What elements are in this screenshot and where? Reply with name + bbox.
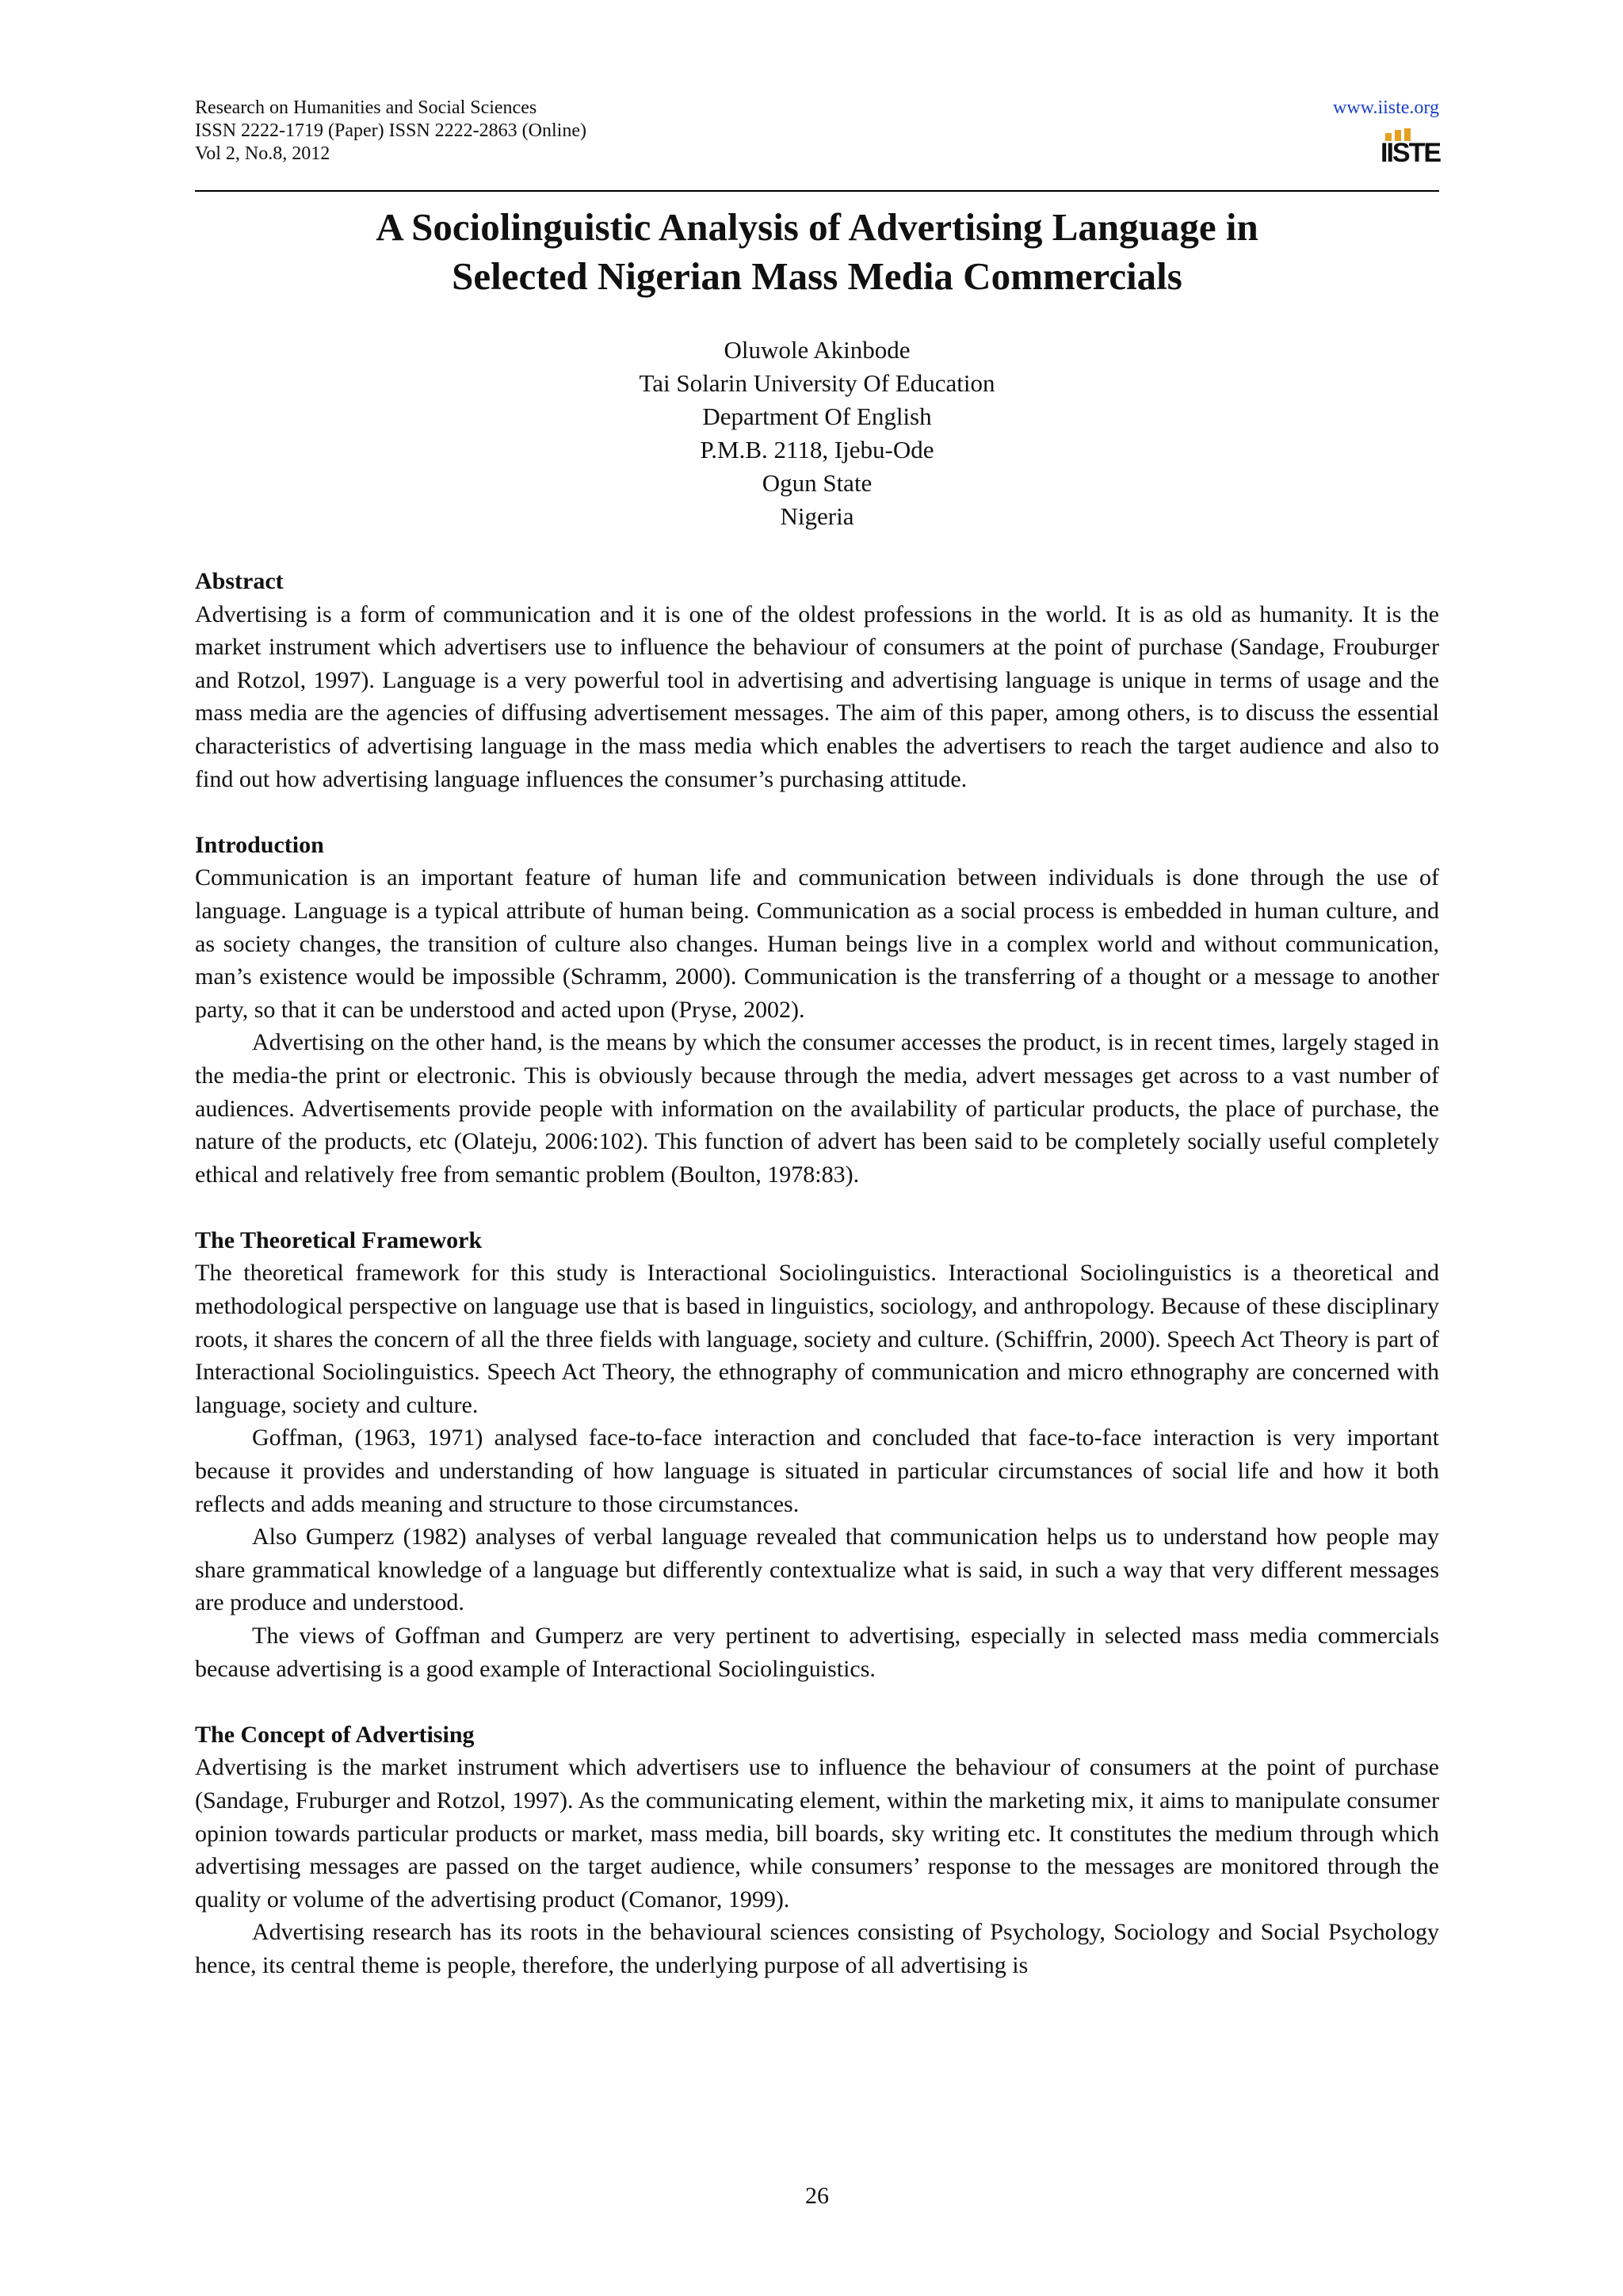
framework-paragraph-1: The theoretical framework for this study is Interactional Sociolinguistics. Interactional Sociolinguistics is a theoretical and methodological perspective on language use that is based in linguistics, sociology, and anthropology. Because of these disciplinary roots, it shares the concern of all the three fields with language, society and culture. (Schiffrin, 2000). Speech Act Theory is part of Interactional Sociolinguistics. Speech Act Theory, the ethnography of communication and micro ethnography are concerned with language, society and culture. — [195, 1260, 1439, 1418]
journal-issn: ISSN 2222-1719 (Paper) ISSN 2222-2863 (Online) — [195, 120, 586, 141]
introduction-paragraph-2: Advertising on the other hand, is the means by which the consumer accesses the product, is in recent times, largely staged in the media-the print or electronic. This is obviously because through the media, advert messages get across to a vast number of audiences. Advertisements provide people with information on the availability of particular products, the place of purchase, the nature of the products, etc (Olateju, 2006:102). This function of advert has been said to be completely socially useful completely ethical and relatively free from semantic problem (Boulton, 1978:83). — [195, 1029, 1439, 1188]
framework-paragraph-2: Goffman, (1963, 1971) analysed face-to-face interaction and concluded that face-to-face interaction is very important because it provides and understanding of how language is situated in particular circumstances of social life and how it both reflects and adds meaning and structure to those circumstances. — [195, 1425, 1439, 1517]
framework-paragraph-3: Also Gumperz (1982) analyses of verbal language revealed that communication helps us to understand how people may share grammatical knowledge of a language but differently contextualize what is said, in such a way that very different messages are produce and understood. — [195, 1524, 1439, 1616]
framework-heading: The Theoretical Framework — [195, 1226, 483, 1253]
concept-paragraph-2: Advertising research has its roots in the behavioural sciences consisting of Psychology, Sociology and Social Psychology hence, its central theme is people, therefore, the underlying purpose of all advertising is — [195, 1919, 1439, 1978]
journal-volume: Vol 2, No.8, 2012 — [195, 143, 330, 164]
header-divider — [195, 190, 1439, 192]
journal-info — [195, 97, 586, 166]
framework-section — [195, 1224, 1439, 1685]
journal-website — [1333, 97, 1439, 120]
paper-body — [195, 565, 1439, 1982]
journal-name: Research on Humanities and Social Sciences — [195, 97, 537, 118]
author-name: Oluwole Akinbode — [724, 336, 911, 364]
concept-heading: The Concept of Advertising — [195, 1721, 475, 1748]
author-institution: Tai Solarin University Of Education — [639, 369, 995, 397]
author-state: Ogun State — [762, 469, 873, 497]
concept-section — [195, 1718, 1439, 1982]
framework-paragraph-4: The views of Goffman and Gumperz are very pertinent to advertising, especially in selected mass media commercials because advertising is a good example of Interactional Sociolinguistics. — [195, 1623, 1439, 1682]
abstract-paragraph: Advertising is a form of communication and it is one of the oldest professions in the world. It is as old as humanity. It is the market instrument which advertisers use to influence the behaviour of consumers at the point of purchase (Sandage, Frouburger and Rotzol, 1997). Language is a very powerful tool in advertising and advertising language is unique in terms of usage and the mass media are the agencies of diffusing advertisement messages. The aim of this paper, among others, is to discuss the essential characteristics of advertising language in the mass media which enables the advertisers to reach the target audience and also to find out how advertising language influences the consumer’s purchasing attitude. — [195, 601, 1439, 792]
title-line-1: A Sociolinguistic Analysis of Advertising Language in — [376, 205, 1258, 249]
introduction-paragraph-1: Communication is an important feature of human life and communication between individuals is done through the use of language. Language is a typical attribute of human being. Communication as a social process is embedded in human culture, and as society changes, the transition of culture also changes. Human beings live in a complex world and without communication, man’s existence would be impossible (Schramm, 2000). Communication is the transferring of a thought or a message to another party, so that it can be understood and acted upon (Pryse, 2002). — [195, 864, 1439, 1023]
website-link[interactable]: www.iiste.org — [1333, 97, 1439, 118]
introduction-heading: Introduction — [195, 831, 324, 858]
author-department: Department Of English — [702, 402, 932, 430]
paper-page — [195, 0, 1439, 2296]
abstract-heading: Abstract — [195, 568, 284, 594]
paper-title — [195, 203, 1439, 301]
logo-text: IISTE — [1381, 138, 1441, 168]
author-address: P.M.B. 2118, Ijebu-Ode — [700, 436, 934, 463]
author-country: Nigeria — [780, 502, 854, 530]
page-number: 26 — [805, 2183, 829, 2209]
concept-paragraph-1: Advertising is the market instrument which advertisers use to influence the behaviour of consumers at the point of purchase (Sandage, Fruburger and Rotzol, 1997). As the communicating element, within the marketing mix, it aims to manipulate consumer opinion towards particular products or market, mass media, bill boards, sky writing etc. It constitutes the medium through which advertising messages are passed on the target audience, while consumers’ response to the messages are monitored through the quality or volume of the advertising product (Comanor, 1999). — [195, 1754, 1439, 1913]
journal-header — [195, 97, 1439, 192]
abstract-section — [195, 565, 1439, 795]
author-block — [195, 334, 1439, 533]
introduction-section — [195, 829, 1439, 1192]
title-line-2: Selected Nigerian Mass Media Commercials — [452, 254, 1182, 298]
iiste-logo-icon — [1381, 128, 1441, 170]
